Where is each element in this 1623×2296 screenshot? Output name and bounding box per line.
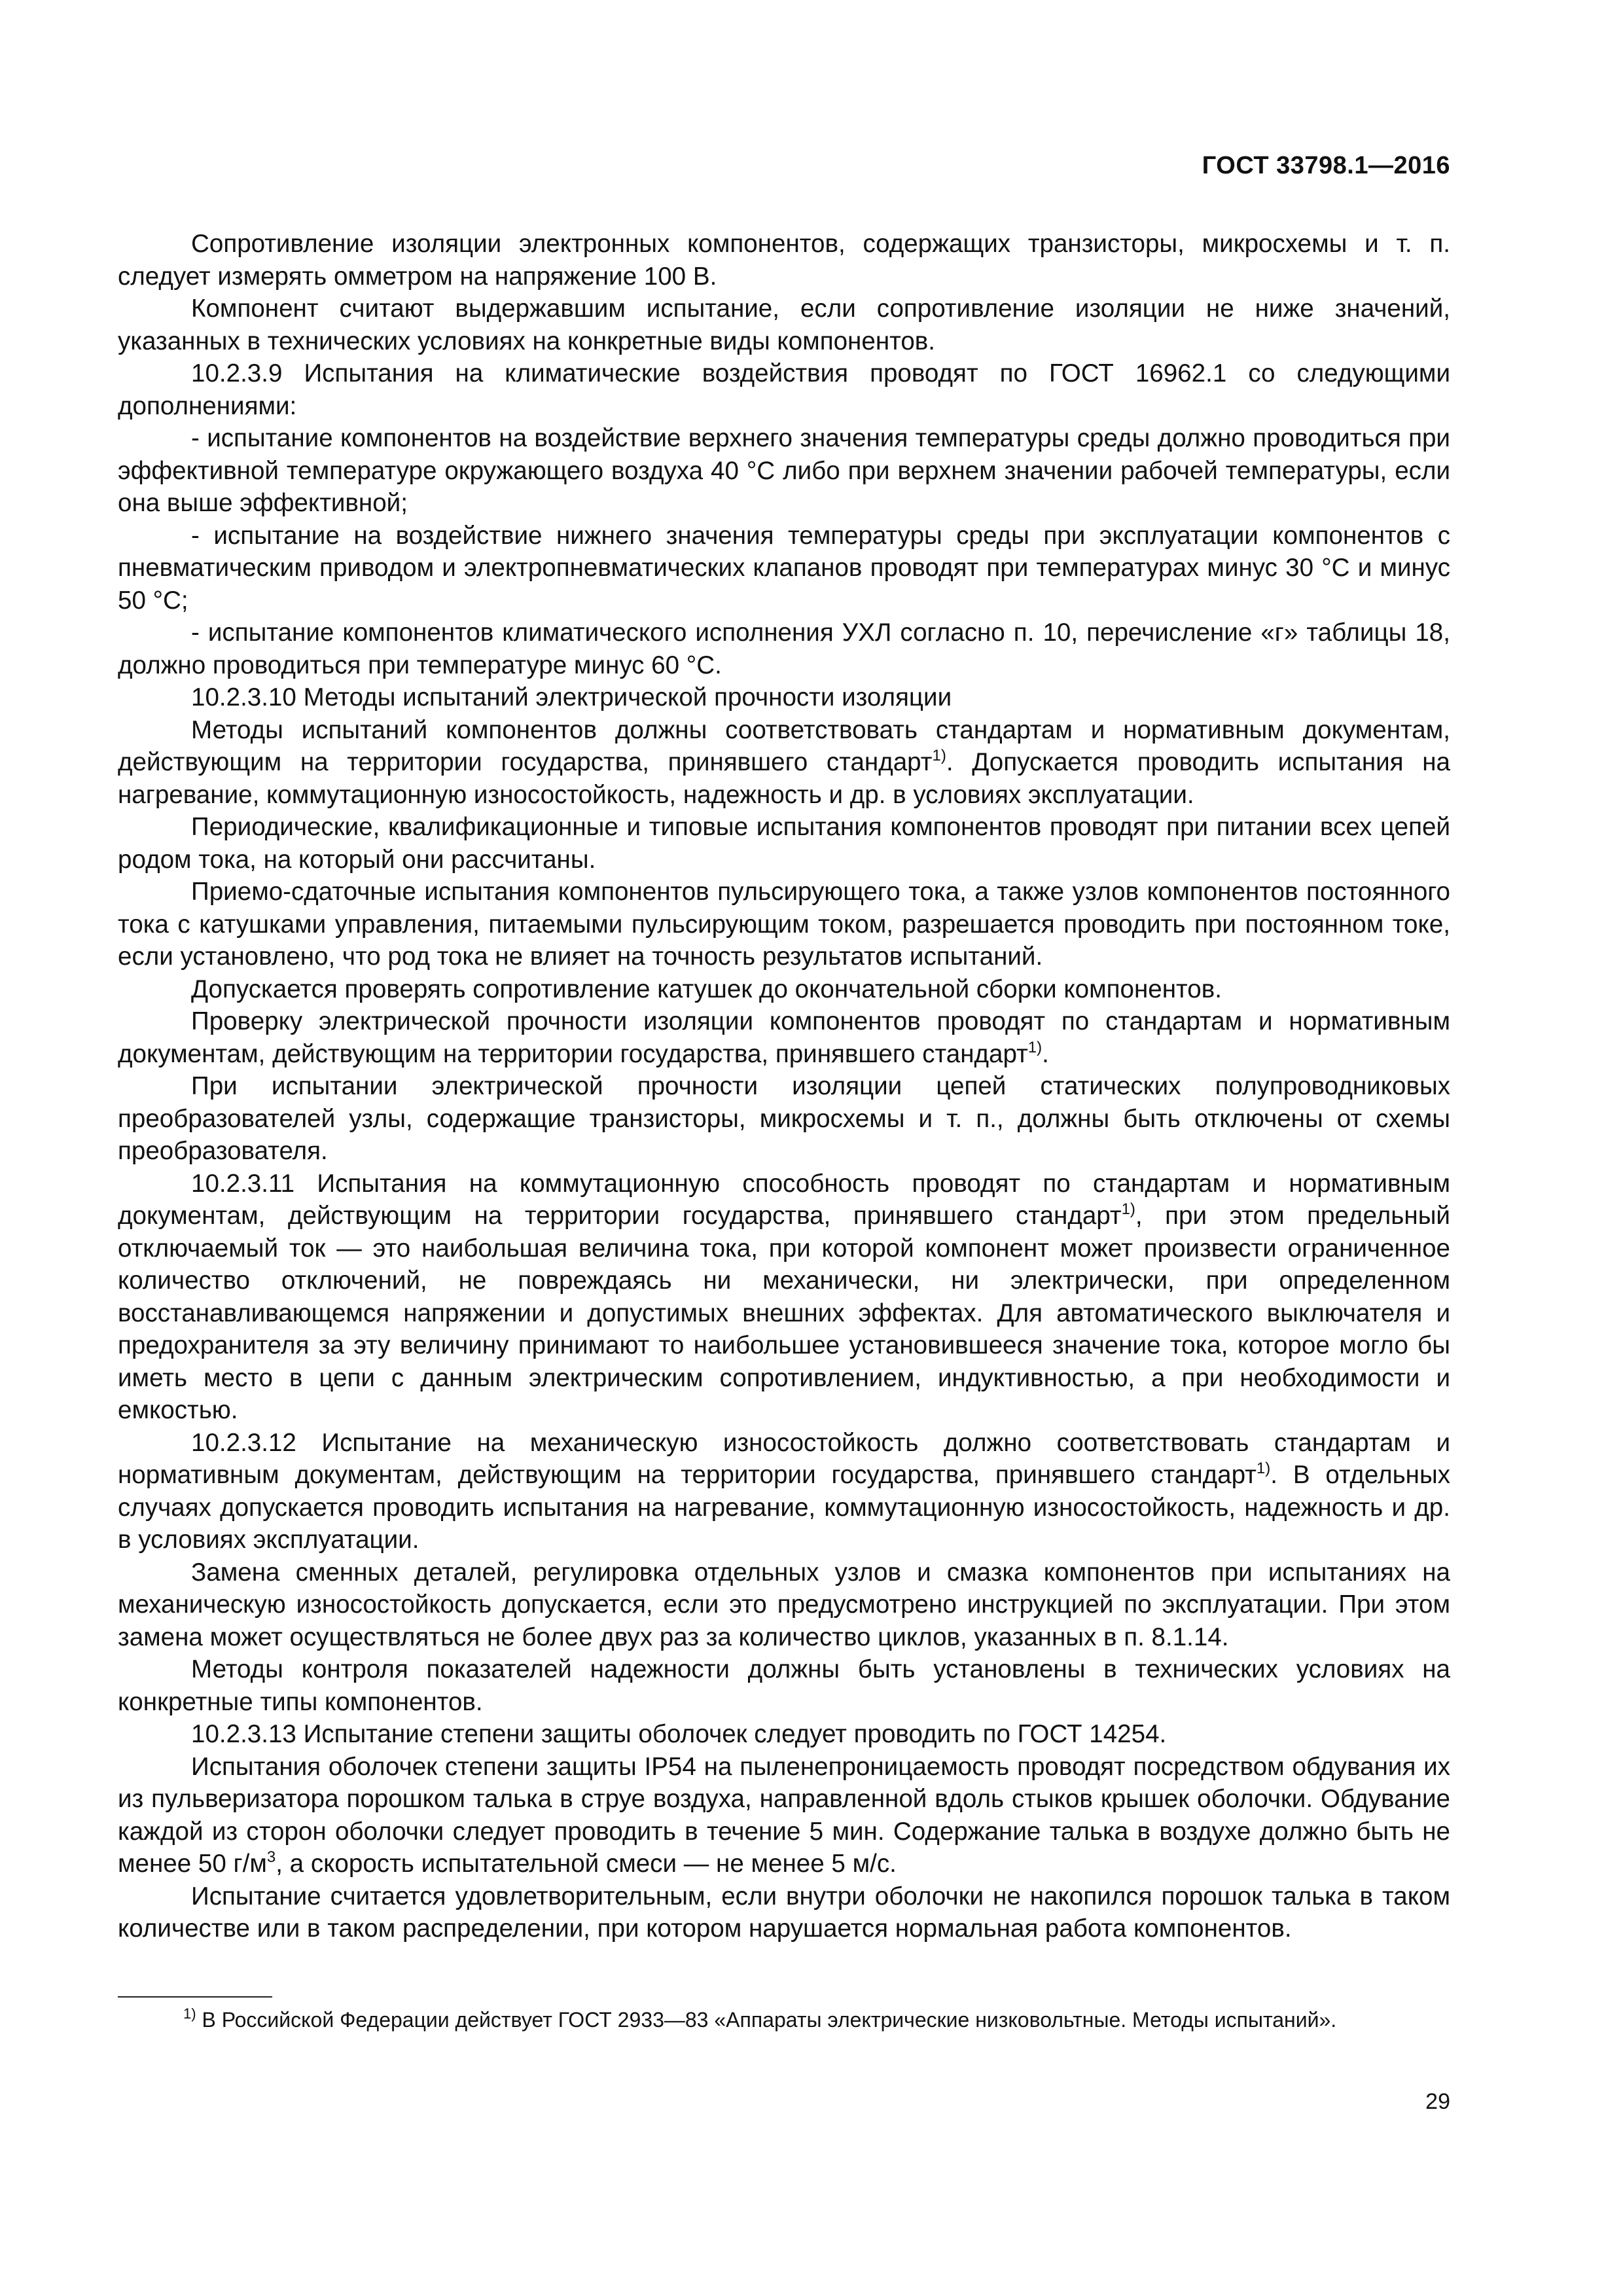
paragraph: Приемо-сдаточные испытания компонентов пульсирующего тока, а также узлов компонентов постоянного тока с катушками управления, питаемыми пульсирующим током, разрешается проводить при постоянном токе, если установлено, что род тока не влияет на точность результатов испытаний. <box>118 878 1450 971</box>
footnote-marker: 1) <box>183 2005 196 2022</box>
clause-10-2-3-10: 10.2.3.10 Методы испытаний электрической прочности изоляции <box>191 683 952 711</box>
paragraph: При испытании электрической прочности изоляции цепей статических полупроводниковых преобразователей узлы, содержащие транзисторы, микросхемы и т. п., должны быть отключены от схемы преобразователя. <box>118 1072 1450 1165</box>
list-item: - испытание компонентов климатического исполнения УХЛ согласно п. 10, перечисление «г» таблицы 18, должно проводиться при температуре минус 60 °С. <box>118 619 1450 679</box>
footnote-text: В Российской Федерации действует ГОСТ 2933—83 «Аппараты электрические низковольтные. Методы испытаний». <box>196 2008 1337 2032</box>
paragraph: Замена сменных деталей, регулировка отдельных узлов и смазка компонентов при испытаниях на механическую износостойкость допускается, если это предусмотрено инструкцией по эксплуатации. При этом замена может осуществляться не более двух раз за количество циклов, указанных в п. 8.1.14. <box>118 1558 1450 1651</box>
text-span: . Допускается проводить испытания на нагревание, коммутационную износостойкость, надежность и др. в условиях эксплуатации. <box>118 748 1450 809</box>
body-text <box>118 228 1450 1945</box>
paragraph: Испытание считается удовлетворительным, если внутри оболочки не накопился порошок талька в таком количестве или в таком распределении, при котором нарушается нормальная работа компонентов. <box>118 1882 1450 1943</box>
document-id-header: ГОСТ 33798.1—2016 <box>1202 152 1450 179</box>
footnote-ref: 1) <box>932 747 946 764</box>
list-item: - испытание на воздействие нижнего значения температуры среды при эксплуатации компонентов с пневматическим приводом и электропневматических клапанов проводят при температурах минус 30 °С и минус 50 °С; <box>118 521 1450 615</box>
text-span: . В отдельных случаях допускается проводить испытания на нагревание, коммутационную износостойкость, надежность и др. в условиях эксплуатации. <box>118 1461 1450 1554</box>
footnote-separator <box>118 1996 272 1998</box>
paragraph <box>118 1005 1450 1070</box>
list-item: - испытание компонентов на воздействие верхнего значения температуры среды должно проводиться при эффективной температуре окружающего воздуха 40 °С либо при верхнем значении рабочей температуры, если она выше эффективной; <box>118 424 1450 517</box>
text-span: Испытания оболочек степени защиты IP54 на пыленепроницаемость проводят посредством обдувания их из пульверизатора порошком талька в струе воздуха, направленной вдоль стыков крышек оболочки. Обдувание каждой из сторон оболочки следует проводить в течение 5 мин. Содержание талька в воздухе должно быть не менее 50 г/м <box>118 1752 1450 1878</box>
footnote-ref: 1) <box>1121 1200 1135 1218</box>
clause-10-2-3-13: 10.2.3.13 Испытание степени защиты оболочек следует проводить по ГОСТ 14254. <box>191 1720 1167 1748</box>
text-span: 10.2.3.11 Испытания на коммутационную способность проводят по стандартам и нормативным документам, действующим на территории государства, принявшего стандарт <box>118 1169 1450 1230</box>
clause-10-2-3-11 <box>118 1168 1450 1427</box>
footnote <box>118 2007 1450 2034</box>
page-number: 29 <box>1425 2089 1450 2114</box>
text-span: . <box>1042 1039 1049 1068</box>
text-span: , а скорость испытательной смеси — не менее 5 м/с. <box>276 1850 897 1878</box>
paragraph <box>118 714 1450 812</box>
text-span: , при этом предельный отключаемый ток — это наибольшая величина тока, при которой компонент может произвести ограниченное количество отключений, не повреждаясь ни механически, ни электрически, при определенном восстанавливающемся напряжении и допустимых внешних эффектах. Для автоматического выключателя и предохранителя за эту величину принимают то наибольшее установившееся значение тока, которое могло бы иметь место в цепи с данным электрическим сопротивлением, индуктивностью, а при необходимости и емкостью. <box>118 1202 1450 1424</box>
paragraph: Методы контроля показателей надежности должны быть установлены в технических условиях на конкретные типы компонентов. <box>118 1655 1450 1716</box>
footnote-ref: 1) <box>1027 1038 1043 1056</box>
superscript-exponent: 3 <box>266 1848 276 1866</box>
paragraph: Сопротивление изоляции электронных компонентов, содержащих транзисторы, микросхемы и т. п. следует измерять омметром на напряжение 100 В. <box>118 230 1450 291</box>
clause-10-2-3-9: 10.2.3.9 Испытания на климатические воздействия проводят по ГОСТ 16962.1 со следующими дополнениями: <box>118 359 1450 420</box>
paragraph: Допускается проверять сопротивление катушек до окончательной сборки компонентов. <box>191 975 1222 1003</box>
paragraph: Периодические, квалификационные и типовые испытания компонентов проводят при питании всех цепей родом тока, на который они рассчитаны. <box>118 813 1450 874</box>
paragraph: Компонент считают выдержавшим испытание, если сопротивление изоляции не ниже значений, указанных в технических условиях на конкретные виды компонентов. <box>118 295 1450 355</box>
clause-10-2-3-12 <box>118 1427 1450 1556</box>
text-span: Проверку электрической прочности изоляции компонентов проводят по стандартам и нормативным документам, действующим на территории государства, принявшего стандарт <box>118 1007 1450 1068</box>
text-span: 10.2.3.12 Испытание на механическую износостойкость должно соответствовать стандартам и нормативным документам, действующим на территории государства, принявшего стандарт <box>118 1428 1450 1489</box>
paragraph <box>118 1751 1450 1880</box>
text-span: Методы испытаний компонентов должны соответствовать стандартам и нормативным документам, действующим на территории государства, принявшего стандарт <box>118 715 1450 776</box>
footnote-ref: 1) <box>1256 1460 1271 1477</box>
